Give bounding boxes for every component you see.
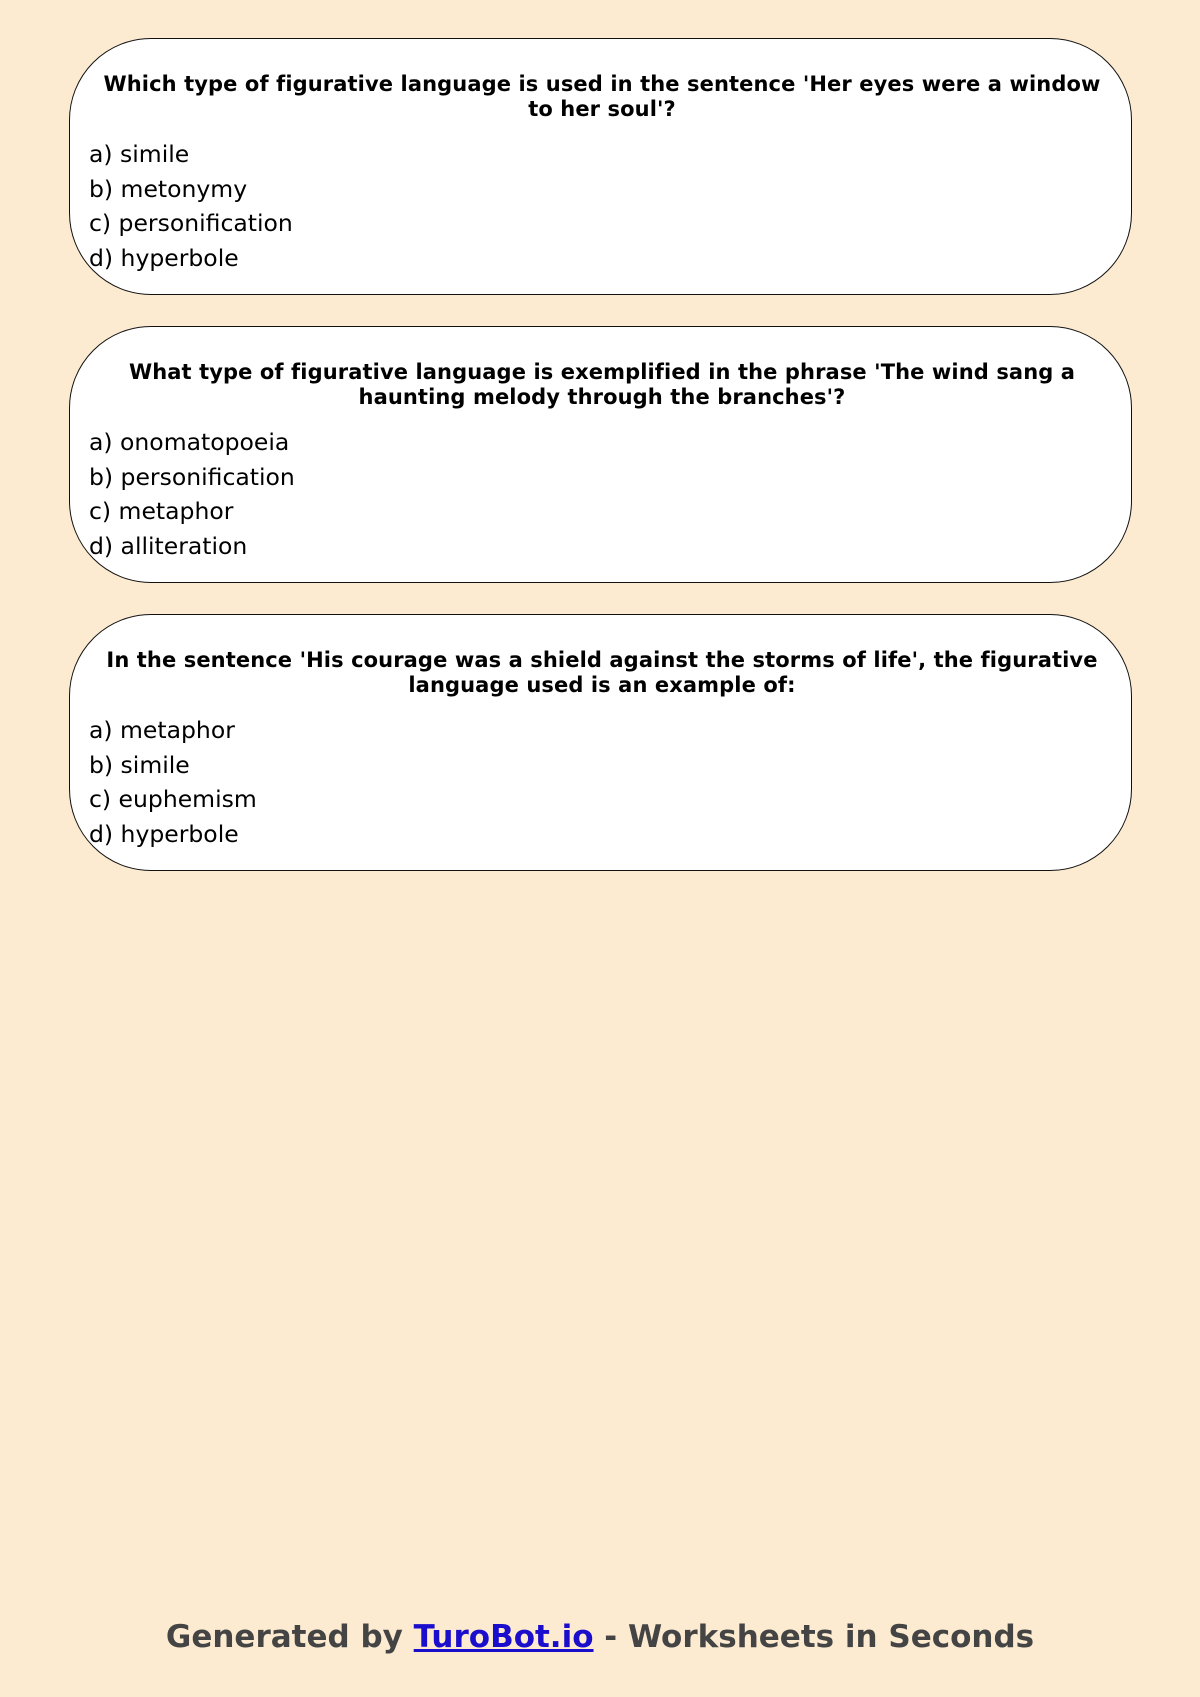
answer-option: a) simile: [89, 140, 190, 168]
answer-option: b) metonymy: [89, 174, 248, 203]
question-list: [69, 38, 1132, 902]
answer-options: [89, 137, 1115, 275]
footer: [0, 1617, 1200, 1657]
footer-prefix: Generated by: [165, 1619, 414, 1655]
footer-suffix: - Worksheets in Seconds: [593, 1619, 1035, 1655]
answer-option: b) personification: [89, 462, 295, 491]
question-text: Which type of figurative language is used in the sentence 'Her eyes were a window to her soul'?: [103, 72, 1101, 121]
answer-option: d) alliteration: [89, 531, 248, 560]
answer-option: b) simile: [89, 750, 190, 779]
question-card: [69, 38, 1132, 295]
answer-option: c) metaphor: [89, 497, 234, 525]
answer-option: c) euphemism: [89, 785, 257, 813]
answer-option: d) hyperbole: [89, 819, 239, 848]
question-text: In the sentence 'His courage was a shield against the storms of life', the figurative language used is an example of:: [106, 648, 1098, 697]
answer-option: a) metaphor: [89, 716, 235, 744]
question-card: [69, 614, 1132, 871]
answer-options: [89, 425, 1115, 563]
answer-option: a) onomatopoeia: [89, 428, 290, 456]
answer-option: d) hyperbole: [89, 243, 239, 272]
question-card: [69, 326, 1132, 583]
turobot-link[interactable]: TuroBot.io: [413, 1619, 594, 1655]
answer-option: c) personification: [89, 209, 293, 237]
question-text: What type of figurative language is exemplified in the phrase 'The wind sang a haunting melody through the branches'?: [128, 360, 1076, 409]
answer-options: [89, 713, 1115, 851]
